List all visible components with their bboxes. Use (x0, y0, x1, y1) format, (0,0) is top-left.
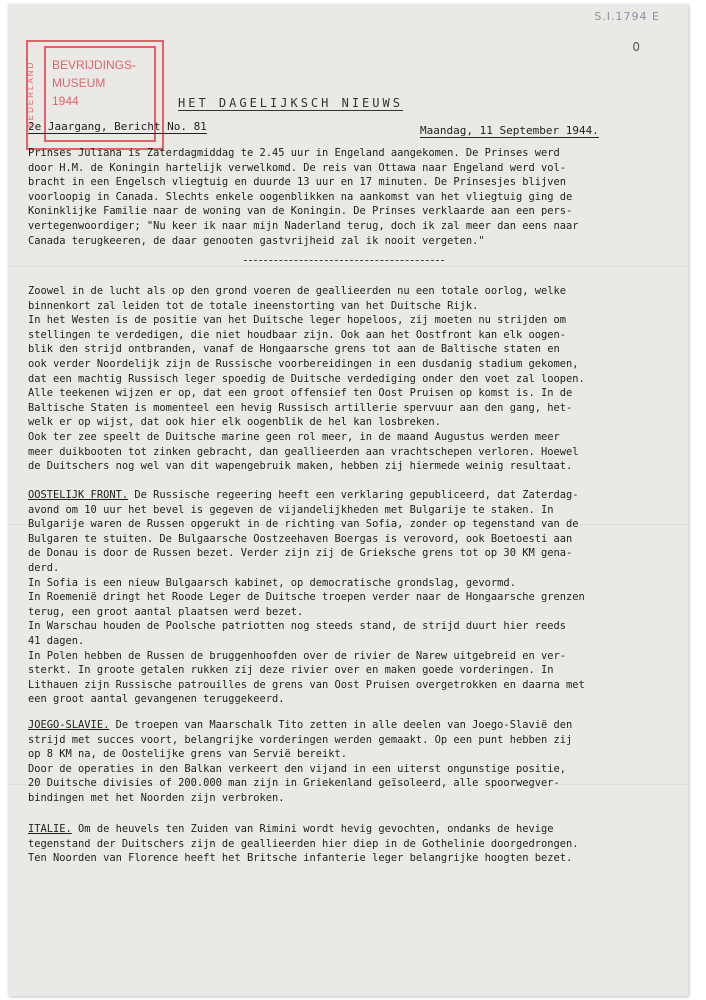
article-body (28, 837, 670, 866)
article-line: de Donau is door de Russen bezet. Verder zijn zij de Grieksche grens tot op 30 KM gena- (28, 547, 573, 560)
article-body (28, 503, 670, 707)
article-line: In Sofia is een nieuw Bulgaarsch kabinet, op democratische grondslag, gevormd. (28, 576, 516, 589)
stamp-line: BEVRIJDINGS- (52, 58, 137, 72)
article-line: voorloopig in Canada. Slechts enkele oogenblikken na aankomst van het vliegtuig ging de (28, 190, 573, 203)
article-line: De troepen van Maarschalk Tito zetten in alle deelen van Joego-Slavië den (109, 719, 573, 731)
stamp-side-text: NEDERLAND (26, 60, 35, 128)
article-line: In het Westen is de positie van het Duitsche leger hopeloos, zij moeten nu strijden om (28, 314, 566, 327)
archive-id: S.I.1794 E (594, 10, 660, 23)
article-first-line (28, 822, 670, 837)
article-yugoslavia (28, 718, 670, 806)
article-line: In Roemenië dringt het Roode Leger de Duitsche troepen verder naar de Hongaarsche grenzen (28, 591, 585, 604)
article-line: sterkt. In groote getalen rukken zij deze rivier over en maken goede vorderingen. In (28, 664, 554, 677)
page-number: 0 (632, 40, 640, 54)
article-line: meer duikbooten tot zinken gebracht, dan geallieerden aan vrachtschepen verloren. Hoewel (28, 445, 579, 458)
article-line: Door de operaties in den Balkan verkeert den vijand in een uiterst ongunstige positie, (28, 762, 566, 775)
article-line: door H.M. de Koningin hartelijk verwelkomd. De reis van Ottawa naar Engeland werd vol- (28, 161, 566, 174)
article-line: In Polen hebben de Russen de bruggenhoofden over de rivier de Narew uitgebreid en ver- (28, 649, 566, 662)
article-line: welk er op wijst, dat ook hier elk oogenblik de hel kan losbreken. (28, 416, 441, 429)
article-total-war (28, 284, 670, 474)
article-line: Alle teekenen wijzen er op, dat een groot offensief ten Oost Pruisen op komst is. In de (28, 387, 573, 400)
article-line: bindingen met het Noorden zijn verbroken. (28, 791, 285, 804)
article-line: blik den strijd ontbranden, vanaf de Hongaarsche grens tot aan de Baltische staten en (28, 343, 560, 356)
newspaper-title: HET DAGELIJKSCH NIEUWS (178, 96, 403, 110)
issue-number: 2e Jaargang, Bericht No. 81 (28, 120, 207, 133)
issue-date: Maandag, 11 September 1944. (420, 124, 599, 137)
article-first-line (28, 718, 670, 733)
stamp-line: 1944 (52, 94, 79, 108)
article-line: Ook ter zee speelt de Duitsche marine geen rol meer, in de maand Augustus werden meer (28, 430, 560, 443)
article-line: stellingen te verdedigen, die niet houdbaar zijn. Ook aan het Oostfront kan elk oogen- (28, 328, 566, 341)
article-line: 20 Duitsche divisies of 200.000 man zijn in Griekenland geïsoleerd, alle spoorwegver- (28, 777, 560, 790)
article-line: Prinses Juliana is Zaterdagmiddag te 2.45 uur in Engeland aangekomen. De Prinses werd (28, 147, 560, 159)
article-body (28, 733, 670, 806)
article-line: bracht in een Engelsch vliegtuig en duurde 13 uur en 17 minuten. De Prinsesjes blijven (28, 176, 566, 189)
article-line: Canada terugkeeren, de daar genooten gastvrijheid zal ik nooit vergeten." (28, 234, 485, 247)
article-line: avond om 10 uur het bevel is gegeven de vijandelijkheden met Bulgarije te staken. In (28, 503, 554, 516)
article-line: Lithauen zijn Russische patrouilles de grens van Oost Pruisen overgetrokken en daarna met (28, 678, 585, 691)
section-heading: JOEGO-SLAVIE. (28, 719, 110, 731)
article-line: ook verder Noordelijk zijn de Russische voorbereidingen in een dusdanig stadium gekomen, (28, 357, 579, 370)
article-italy (28, 822, 670, 866)
article-line: dat een machtig Russisch leger spoedig de Duitsche verdediging onder den voet zal loopen. (28, 372, 585, 385)
newspaper-sheet (8, 4, 688, 996)
article-eastern-front (28, 488, 670, 707)
section-heading: OOSTELIJK FRONT. (28, 489, 129, 501)
section-separator (244, 260, 444, 261)
article-line: de Duitschers nog wel van dit wapengebruik maken, hebben zij hiermede weinig resultaat. (28, 460, 573, 473)
article-line: Baltische Staten is momenteel een hevig Russisch artillerie spervuur aan den gang, het- (28, 401, 573, 414)
article-line: Bulgaren te stuiten. De Bulgaarsche Oostzeehaven Boergas is verovord, ook Boetoesti aan (28, 532, 573, 545)
article-line: vertegenwoordiger; "Nu keer ik naar mijn Naderland terug, doch ik zal meer dan eens naar (28, 219, 579, 232)
article-line: In Warschau houden de Poolsche patriotten nog steeds stand, de strijd duurt hier reeds (28, 620, 566, 633)
article-line: De Russische regeering heeft een verklaring gepubliceerd, dat Zaterdag- (128, 489, 579, 501)
article-line: Bulgarije waren de Russen opgerukt in de richting van Sofia, zonder op tegenstand van de (28, 518, 579, 531)
article-line: terug, een groot aantal plaatsen werd bezet. (28, 605, 304, 618)
section-heading: ITALIE. (28, 823, 72, 835)
article-line: Koninklijke Familie naar de woning van de Koningin. De Prinses verklaarde aan een pers- (28, 205, 573, 218)
article-line: Zoowel in de lucht als op den grond voeren de geallieerden nu een totale oorlog, welke (28, 285, 566, 297)
article-line: binnenkort zal leiden tot de totale ineenstorting van het Duitsche Rijk. (28, 299, 479, 312)
stamp-line: MUSEUM (52, 76, 106, 90)
article-line: op 8 KM na, de Oostelijke grens van Servië bereikt. (28, 748, 348, 761)
article-juliana (28, 146, 670, 248)
article-line: Ten Noorden van Florence heeft het Britsche infanterie leger belangrijke hoogten bezet. (28, 852, 573, 865)
article-line: derd. (28, 561, 60, 574)
article-line: Om de heuvels ten Zuiden van Rimini wordt hevig gevochten, ondanks de hevige (71, 823, 554, 835)
article-line: 41 dagen. (28, 634, 85, 647)
article-line: een groot aantal gevangenen teruggekeerd. (28, 693, 285, 706)
paper-fold (8, 266, 688, 267)
article-line: strijd met succes voort, belangrijke vorderingen werden gemaakt. Op een punt hebben zij (28, 733, 573, 746)
article-line: tegenstand der Duitschers zijn de geallieerden hier diep in de Gothelinie doorgedrongen. (28, 837, 579, 850)
article-first-line (28, 488, 670, 503)
